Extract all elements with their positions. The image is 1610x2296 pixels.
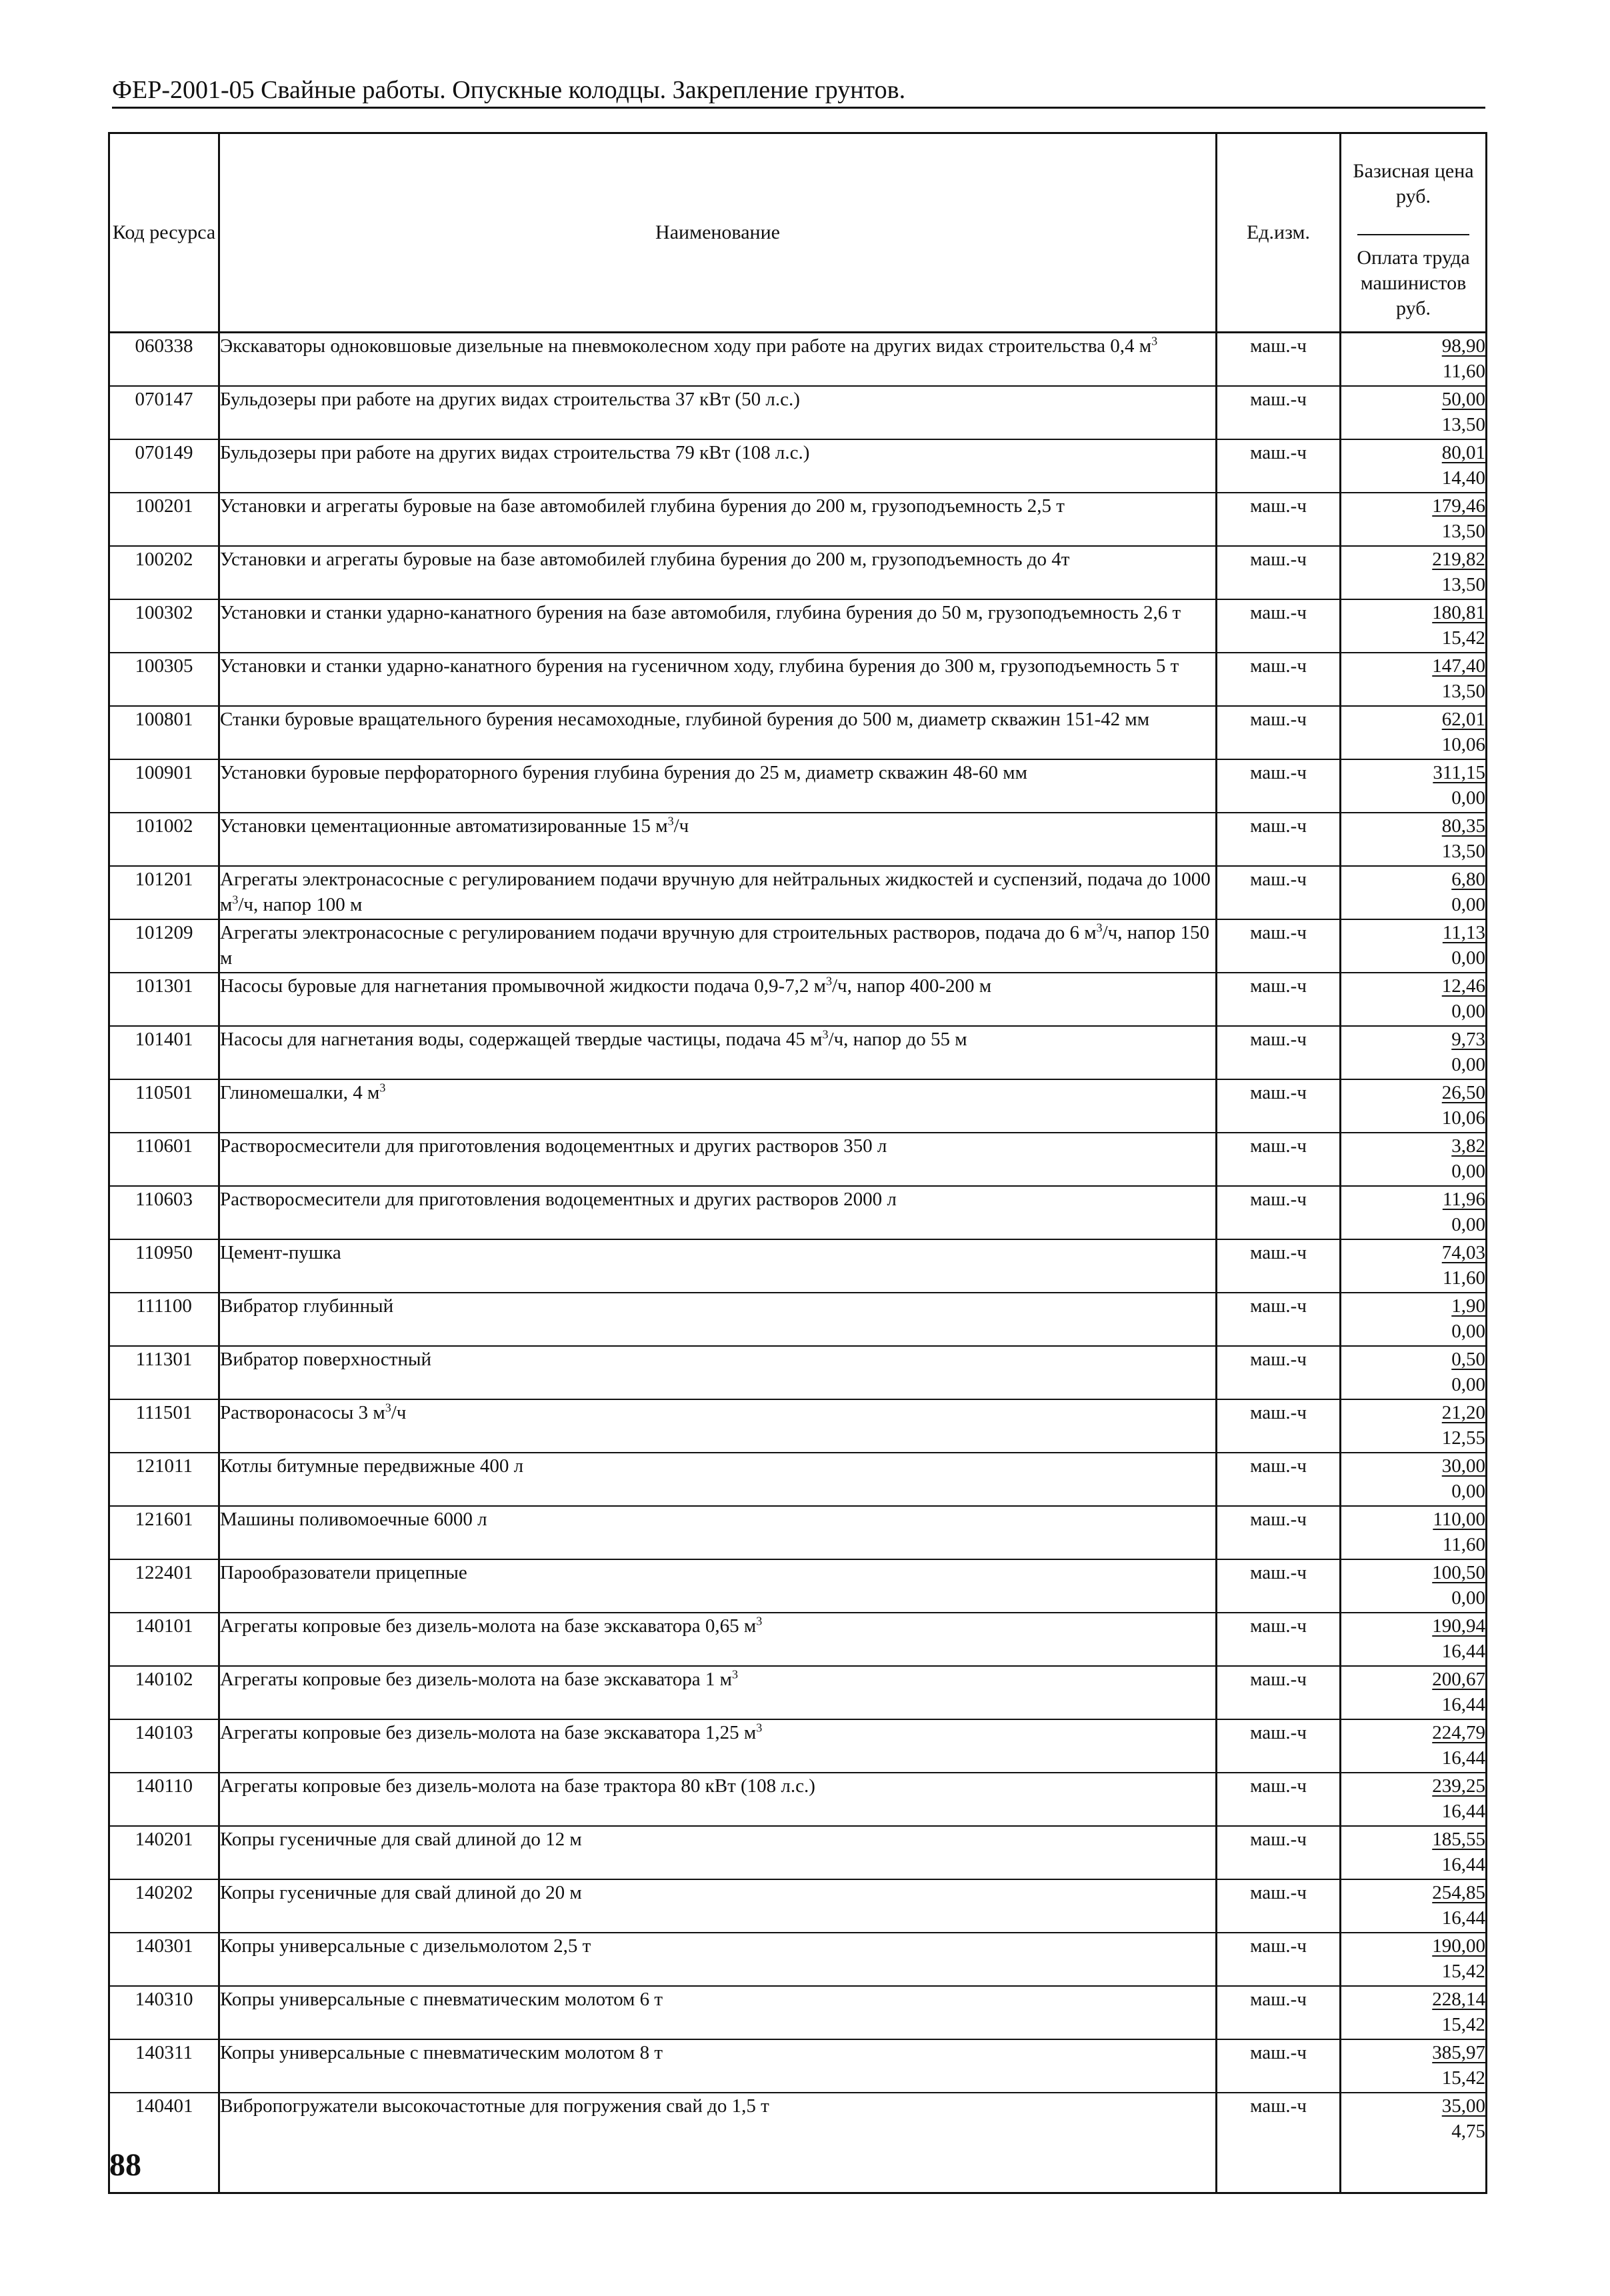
table-row xyxy=(109,1453,1487,1506)
resource-unit: маш.-ч xyxy=(1217,1079,1341,1133)
base-price: 12,46 xyxy=(1441,975,1485,997)
resource-code: 110501 xyxy=(109,1079,219,1133)
resource-unit: маш.-ч xyxy=(1217,493,1341,546)
resource-price xyxy=(1341,1293,1487,1346)
resource-code: 140110 xyxy=(109,1773,219,1826)
resource-price xyxy=(1341,653,1487,706)
base-price: 80,01 xyxy=(1441,442,1485,463)
resource-name: Бульдозеры при работе на других видах строительства 37 кВт (50 л.с.) xyxy=(219,386,1217,439)
resource-name: Парообразователи прицепные xyxy=(219,1559,1217,1613)
resource-name: Установки и станки ударно-канатного бурения на гусеничном ходу, глубина бурения до 300 м, грузоподъемность 5 т xyxy=(219,653,1217,706)
resource-code: 101401 xyxy=(109,1026,219,1079)
operator-wage: 13,50 xyxy=(1441,574,1485,595)
table-row xyxy=(109,653,1487,706)
base-price: 100,50 xyxy=(1432,1562,1485,1583)
resource-price xyxy=(1341,1079,1487,1133)
base-price: 11,96 xyxy=(1442,1189,1485,1210)
operator-wage: 0,00 xyxy=(1451,1481,1485,1502)
base-price: 6,80 xyxy=(1451,869,1485,890)
resource-code: 101301 xyxy=(109,973,219,1026)
resource-price xyxy=(1341,919,1487,973)
base-price: 219,82 xyxy=(1432,549,1485,570)
operator-wage: 15,42 xyxy=(1441,627,1485,649)
document-header: ФЕР-2001-05 Свайные работы. Опускные колодцы. Закрепление грунтов. xyxy=(112,75,1485,109)
resource-name: Установки и агрегаты буровые на базе автомобилей глубина бурения до 200 м, грузоподъемность до 4т xyxy=(219,546,1217,599)
base-price: 147,40 xyxy=(1432,655,1485,677)
column-header-code: Код ресурса xyxy=(109,133,219,333)
resource-code: 070149 xyxy=(109,439,219,493)
resource-unit: маш.-ч xyxy=(1217,1773,1341,1826)
resource-name: Экскаваторы одноковшовые дизельные на пневмоколесном ходу при работе на других видах строительства 0,4 $м^3$ xyxy=(219,333,1217,387)
resource-unit: маш.-ч xyxy=(1217,1026,1341,1079)
operator-wage: 13,50 xyxy=(1441,681,1485,702)
resource-name: Установки цементационные автоматизированные 15 $м^3/ч$ xyxy=(219,813,1217,866)
resource-price xyxy=(1341,546,1487,599)
resource-unit: маш.-ч xyxy=(1217,1986,1341,2039)
resource-code: 100801 xyxy=(109,706,219,759)
resource-price xyxy=(1341,1559,1487,1613)
operator-wage: 15,42 xyxy=(1441,2067,1485,2089)
resource-price xyxy=(1341,1399,1487,1453)
resource-unit: маш.-ч xyxy=(1217,1453,1341,1506)
operator-wage: 12,55 xyxy=(1441,1427,1485,1449)
table-body xyxy=(109,333,1487,2193)
table-row xyxy=(109,1239,1487,1293)
resource-unit: маш.-ч xyxy=(1217,1399,1341,1453)
table-row xyxy=(109,1666,1487,1719)
operator-wage: 16,44 xyxy=(1441,1747,1485,1769)
resource-code: 100302 xyxy=(109,599,219,653)
resource-price xyxy=(1341,813,1487,866)
operator-wage: 16,44 xyxy=(1441,1801,1485,1822)
operator-wage: 0,00 xyxy=(1451,1214,1485,1235)
resource-code: 140202 xyxy=(109,1879,219,1933)
resource-name: Агрегаты копровые без дизель-молота на базе экскаватора 1,25 $м^3$ xyxy=(219,1719,1217,1773)
resource-unit: маш.-ч xyxy=(1217,973,1341,1026)
base-price: 254,85 xyxy=(1432,1882,1485,1903)
resource-code: 140311 xyxy=(109,2039,219,2093)
table-row xyxy=(109,1506,1487,1559)
table-row xyxy=(109,973,1487,1026)
resource-name: Копры гусеничные для свай длиной до 12 м xyxy=(219,1826,1217,1879)
operator-wage: 0,00 xyxy=(1451,1001,1485,1022)
base-price: 35,00 xyxy=(1441,2095,1485,2117)
resource-price xyxy=(1341,1186,1487,1239)
resource-name: Копры универсальные с пневматическим молотом 8 т xyxy=(219,2039,1217,2093)
base-price: 50,00 xyxy=(1441,389,1485,410)
resource-unit: маш.-ч xyxy=(1217,2093,1341,2193)
resource-code: 110603 xyxy=(109,1186,219,1239)
resource-name: Насосы для нагнетания воды, содержащей твердые частицы, подача 45 $м^3/ч$, напор до 55 м xyxy=(219,1026,1217,1079)
resource-price xyxy=(1341,439,1487,493)
base-price: 224,79 xyxy=(1432,1722,1485,1743)
resource-name: Вибратор глубинный xyxy=(219,1293,1217,1346)
resource-name: Агрегаты копровые без дизель-молота на базе экскаватора 1 $м^3$ xyxy=(219,1666,1217,1719)
resource-price xyxy=(1341,1773,1487,1826)
table-row xyxy=(109,1773,1487,1826)
resource-unit: маш.-ч xyxy=(1217,813,1341,866)
superscript: 3 xyxy=(1151,334,1158,348)
table-row xyxy=(109,1133,1487,1186)
resource-name: Растворонасосы 3 $м^3/ч$ xyxy=(219,1399,1217,1453)
resource-name: Установки и агрегаты буровые на базе автомобилей глубина бурения до 200 м, грузоподъемность 2,5 т xyxy=(219,493,1217,546)
resource-unit: маш.-ч xyxy=(1217,2039,1341,2093)
resource-code: 101201 xyxy=(109,866,219,919)
resource-code: 111501 xyxy=(109,1399,219,1453)
base-price: 30,00 xyxy=(1441,1455,1485,1477)
base-price: 80,35 xyxy=(1441,815,1485,837)
resource-name: Станки буровые вращательного бурения несамоходные, глубиной бурения до 500 м, диаметр скважин 151-42 мм xyxy=(219,706,1217,759)
resource-name: Агрегаты электронасосные с регулированием подачи вручную для строительных растворов, подача до 6 $м^3/ч$, напор 150 м xyxy=(219,919,1217,973)
resource-name: Копры гусеничные для свай длиной до 20 м xyxy=(219,1879,1217,1933)
resource-unit: маш.-ч xyxy=(1217,1933,1341,1986)
table-row xyxy=(109,2093,1487,2193)
table-row xyxy=(109,1293,1487,1346)
superscript: 3 xyxy=(825,974,832,988)
table-row xyxy=(109,386,1487,439)
resource-price xyxy=(1341,759,1487,813)
resource-name: Агрегаты электронасосные с регулированием подачи вручную для нейтральных жидкостей и суспензий, подача до 1000 $м^3/ч$, напор 100 м xyxy=(219,866,1217,919)
operator-wage: 0,00 xyxy=(1451,1374,1485,1395)
operator-wage: 11,60 xyxy=(1442,1534,1485,1555)
resource-name: Копры универсальные с пневматическим молотом 6 т xyxy=(219,1986,1217,2039)
resource-unit: маш.-ч xyxy=(1217,1293,1341,1346)
resource-price xyxy=(1341,866,1487,919)
operator-wage: 13,50 xyxy=(1441,521,1485,542)
table-row xyxy=(109,1559,1487,1613)
superscript: 3 xyxy=(385,1401,391,1415)
operator-wage: 11,60 xyxy=(1442,1267,1485,1289)
base-price: 228,14 xyxy=(1432,1989,1485,2010)
resource-price xyxy=(1341,1133,1487,1186)
operator-wage: 14,40 xyxy=(1441,467,1485,489)
resource-unit: маш.-ч xyxy=(1217,546,1341,599)
base-price: 0,50 xyxy=(1451,1349,1485,1370)
base-price: 62,01 xyxy=(1441,709,1485,730)
table-row xyxy=(109,546,1487,599)
resource-name: Растворосмесители для приготовления водоцементных и других растворов 350 л xyxy=(219,1133,1217,1186)
resource-unit: маш.-ч xyxy=(1217,706,1341,759)
base-price: 98,90 xyxy=(1441,335,1485,357)
resource-name: Вибратор поверхностный xyxy=(219,1346,1217,1399)
resource-price xyxy=(1341,1453,1487,1506)
resource-code: 140401 xyxy=(109,2093,219,2193)
resource-price xyxy=(1341,2039,1487,2093)
superscript: 3 xyxy=(756,1721,763,1735)
resource-price xyxy=(1341,1346,1487,1399)
resource-unit: маш.-ч xyxy=(1217,653,1341,706)
column-header-unit: Ед.изм. xyxy=(1217,133,1341,333)
resource-price xyxy=(1341,1613,1487,1666)
resource-price xyxy=(1341,1986,1487,2039)
resource-price xyxy=(1341,1933,1487,1986)
operator-wage: 16,44 xyxy=(1441,1694,1485,1715)
resource-price xyxy=(1341,1826,1487,1879)
base-price: 200,67 xyxy=(1432,1669,1485,1690)
table-row xyxy=(109,333,1487,387)
resource-code: 110601 xyxy=(109,1133,219,1186)
operator-wage: 11,60 xyxy=(1442,361,1485,382)
resource-code: 101002 xyxy=(109,813,219,866)
resource-code: 110950 xyxy=(109,1239,219,1293)
table-header-row xyxy=(109,133,1487,333)
resource-code: 122401 xyxy=(109,1559,219,1613)
base-price: 110,00 xyxy=(1433,1509,1485,1530)
base-price: 21,20 xyxy=(1441,1402,1485,1423)
resource-name: Цемент-пушка xyxy=(219,1239,1217,1293)
resource-code: 121011 xyxy=(109,1453,219,1506)
resource-unit: маш.-ч xyxy=(1217,919,1341,973)
resource-unit: маш.-ч xyxy=(1217,1133,1341,1186)
base-price: 180,81 xyxy=(1432,602,1485,623)
table-row xyxy=(109,439,1487,493)
resource-price xyxy=(1341,973,1487,1026)
resource-price xyxy=(1341,493,1487,546)
table-row xyxy=(109,919,1487,973)
base-price: 9,73 xyxy=(1451,1029,1485,1050)
resource-code: 101209 xyxy=(109,919,219,973)
table-row xyxy=(109,866,1487,919)
table-row xyxy=(109,1346,1487,1399)
resource-name: Растворосмесители для приготовления водоцементных и других растворов 2000 л xyxy=(219,1186,1217,1239)
operator-wage: 15,42 xyxy=(1441,1961,1485,1982)
base-price: 311,15 xyxy=(1433,762,1485,783)
operator-wage: 10,06 xyxy=(1441,734,1485,755)
resource-unit: маш.-ч xyxy=(1217,1186,1341,1239)
resource-name: Копры универсальные с дизельмолотом 2,5 т xyxy=(219,1933,1217,1986)
table-row xyxy=(109,2039,1487,2093)
table-row xyxy=(109,759,1487,813)
resource-code: 100901 xyxy=(109,759,219,813)
resource-unit: маш.-ч xyxy=(1217,1506,1341,1559)
resource-unit: маш.-ч xyxy=(1217,1346,1341,1399)
base-price: 185,55 xyxy=(1432,1829,1485,1850)
resource-code: 140310 xyxy=(109,1986,219,2039)
resource-name: Агрегаты копровые без дизель-молота на базе трактора 80 кВт (108 л.с.) xyxy=(219,1773,1217,1826)
resource-price xyxy=(1341,1506,1487,1559)
table-row xyxy=(109,1613,1487,1666)
resource-price xyxy=(1341,1666,1487,1719)
resource-name: Вибропогружатели высокочастотные для погружения свай до 1,5 т xyxy=(219,2093,1217,2193)
base-price: 239,25 xyxy=(1432,1775,1485,1797)
resource-price xyxy=(1341,706,1487,759)
superscript: 3 xyxy=(232,893,239,907)
resource-name: Котлы битумные передвижные 400 л xyxy=(219,1453,1217,1506)
resource-code: 100201 xyxy=(109,493,219,546)
base-price: 1,90 xyxy=(1451,1295,1485,1317)
resource-code: 140201 xyxy=(109,1826,219,1879)
operator-wage: 0,00 xyxy=(1451,894,1485,915)
resource-name: Бульдозеры при работе на других видах строительства 79 кВт (108 л.с.) xyxy=(219,439,1217,493)
operator-wage: 16,44 xyxy=(1441,1641,1485,1662)
table-row xyxy=(109,1933,1487,1986)
page-number: 88 xyxy=(109,2147,141,2183)
column-header-name: Наименование xyxy=(219,133,1217,333)
base-price: 3,82 xyxy=(1451,1135,1485,1157)
superscript: 3 xyxy=(667,814,674,828)
resource-unit: маш.-ч xyxy=(1217,333,1341,387)
table-row xyxy=(109,813,1487,866)
resource-unit: маш.-ч xyxy=(1217,1613,1341,1666)
superscript: 3 xyxy=(732,1667,739,1681)
table-row xyxy=(109,1826,1487,1879)
base-price: 179,46 xyxy=(1432,495,1485,517)
base-price: 190,94 xyxy=(1432,1615,1485,1637)
operator-wage: 0,00 xyxy=(1451,787,1485,809)
column-header-operator-wage: Оплата труда машинистов руб. xyxy=(1357,247,1470,319)
column-header-base-price: Базисная цена руб. xyxy=(1353,160,1474,207)
operator-wage: 13,50 xyxy=(1441,414,1485,435)
operator-wage: 0,00 xyxy=(1451,1587,1485,1609)
superscript: 3 xyxy=(379,1081,386,1095)
table-row xyxy=(109,1719,1487,1773)
base-price: 385,97 xyxy=(1432,2042,1485,2063)
resource-code: 100305 xyxy=(109,653,219,706)
resource-name: Машины поливомоечные 6000 л xyxy=(219,1506,1217,1559)
resource-price xyxy=(1341,1239,1487,1293)
operator-wage: 15,42 xyxy=(1441,2014,1485,2035)
resource-unit: маш.-ч xyxy=(1217,1879,1341,1933)
operator-wage: 16,44 xyxy=(1441,1907,1485,1929)
operator-wage: 0,00 xyxy=(1451,947,1485,969)
resource-code: 070147 xyxy=(109,386,219,439)
resource-code: 100202 xyxy=(109,546,219,599)
table-row xyxy=(109,1026,1487,1079)
resource-code: 140301 xyxy=(109,1933,219,1986)
resource-name: Глиномешалки, 4 $м^3$ xyxy=(219,1079,1217,1133)
resource-unit: маш.-ч xyxy=(1217,1559,1341,1613)
operator-wage: 0,00 xyxy=(1451,1161,1485,1182)
base-price: 11,13 xyxy=(1442,922,1485,943)
base-price: 26,50 xyxy=(1441,1082,1485,1103)
resource-code: 140102 xyxy=(109,1666,219,1719)
resource-price xyxy=(1341,386,1487,439)
table-row xyxy=(109,599,1487,653)
superscript: 3 xyxy=(822,1027,829,1041)
table-row xyxy=(109,1186,1487,1239)
operator-wage: 0,00 xyxy=(1451,1321,1485,1342)
resource-name: Насосы буровые для нагнетания промывочной жидкости подача 0,9-7,2 $м^3/ч$, напор 400-200 м xyxy=(219,973,1217,1026)
operator-wage: 4,75 xyxy=(1451,2121,1485,2142)
table-row xyxy=(109,706,1487,759)
base-price: 74,03 xyxy=(1441,1242,1485,1263)
resource-unit: маш.-ч xyxy=(1217,386,1341,439)
table-row xyxy=(109,1399,1487,1453)
resource-name: Установки буровые перфораторного бурения глубина бурения до 25 м, диаметр скважин 48-60 мм xyxy=(219,759,1217,813)
operator-wage: 0,00 xyxy=(1451,1054,1485,1075)
resource-code: 060338 xyxy=(109,333,219,387)
resource-unit: маш.-ч xyxy=(1217,866,1341,919)
resource-table xyxy=(108,132,1487,2194)
table-row xyxy=(109,493,1487,546)
resource-price xyxy=(1341,1879,1487,1933)
operator-wage: 16,44 xyxy=(1441,1854,1485,1875)
superscript: 3 xyxy=(1096,921,1103,935)
resource-code: 121601 xyxy=(109,1506,219,1559)
resource-code: 111100 xyxy=(109,1293,219,1346)
resource-unit: маш.-ч xyxy=(1217,1239,1341,1293)
resource-price xyxy=(1341,1026,1487,1079)
resource-price xyxy=(1341,333,1487,387)
table-row xyxy=(109,1079,1487,1133)
resource-price xyxy=(1341,2093,1487,2193)
resource-price xyxy=(1341,599,1487,653)
base-price: 190,00 xyxy=(1432,1935,1485,1957)
resource-code: 140103 xyxy=(109,1719,219,1773)
table-row xyxy=(109,1986,1487,2039)
resource-price xyxy=(1341,1719,1487,1773)
resource-name: Установки и станки ударно-канатного бурения на базе автомобиля, глубина бурения до 50 м, грузоподъемность 2,6 т xyxy=(219,599,1217,653)
resource-code: 140101 xyxy=(109,1613,219,1666)
resource-unit: маш.-ч xyxy=(1217,439,1341,493)
resource-unit: маш.-ч xyxy=(1217,759,1341,813)
operator-wage: 10,06 xyxy=(1441,1107,1485,1129)
superscript: 3 xyxy=(756,1614,763,1628)
resource-unit: маш.-ч xyxy=(1217,599,1341,653)
column-header-price xyxy=(1341,133,1487,333)
resource-unit: маш.-ч xyxy=(1217,1826,1341,1879)
resource-name: Агрегаты копровые без дизель-молота на базе экскаватора 0,65 $м^3$ xyxy=(219,1613,1217,1666)
resource-code: 111301 xyxy=(109,1346,219,1399)
table-row xyxy=(109,1879,1487,1933)
resource-unit: маш.-ч xyxy=(1217,1719,1341,1773)
resource-unit: маш.-ч xyxy=(1217,1666,1341,1719)
operator-wage: 13,50 xyxy=(1441,841,1485,862)
